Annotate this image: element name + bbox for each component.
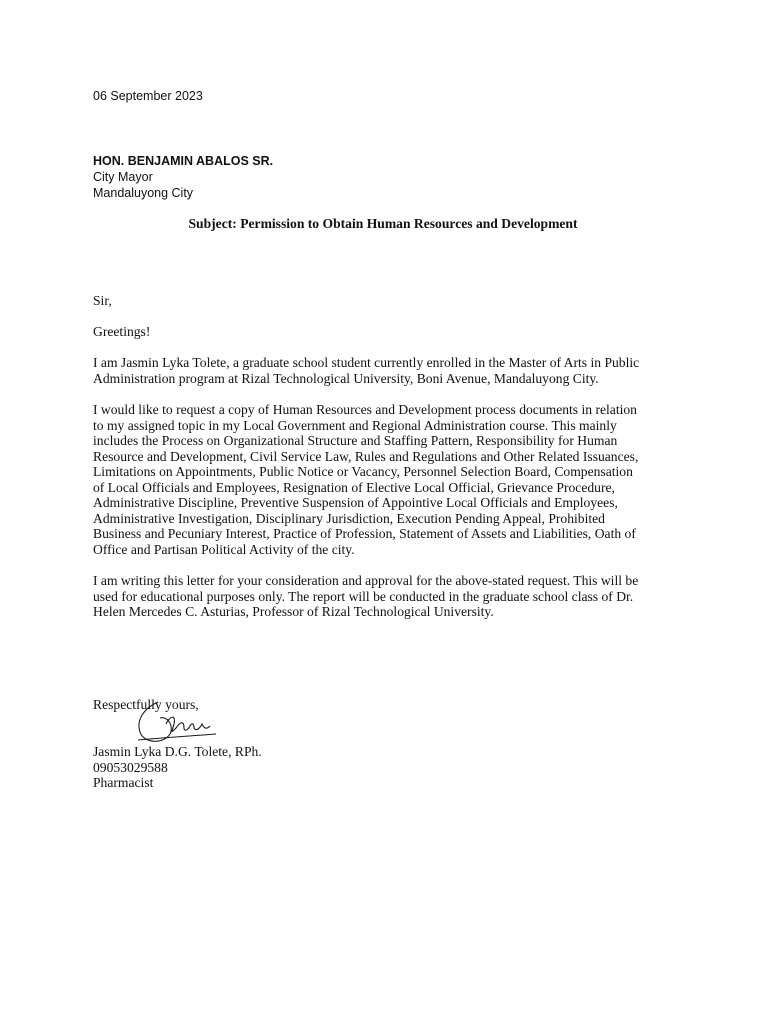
paragraph-line: I am writing this letter for your consideration and approval for the above-stated request. This will be [93,573,639,588]
paragraph-line: I would like to request a copy of Human Resources and Development process documents in relation [93,402,637,417]
greeting: Greetings! [93,324,151,339]
sender-block [93,744,262,791]
paragraph-line: used for educational purposes only. The report will be conducted in the graduate school class of Dr. [93,588,634,604]
sender-position: Pharmacist [93,775,154,790]
recipient-block [93,153,273,201]
sender-phone: 09053029588 [93,759,168,775]
recipient-title: City Mayor [93,170,153,184]
sender-name: Jasmin Lyka D.G. Tolete, RPh. [93,744,262,759]
letter-date: 06 September 2023 [93,89,203,103]
paragraph-line: Business and Pecuniary Interest, Practice of Profession, Statement of Assets and Liabilities, Oath of [93,526,636,541]
paragraph-line: Resource and Development, Civil Service Law, Rules and Regulations and Other Related Issuances, [93,448,639,464]
handwritten-signature [130,698,220,748]
paragraph-line: Helen Mercedes C. Asturias, Professor of Rizal Technological University. [93,604,494,619]
recipient-city: Mandaluyong City [93,186,194,200]
paragraph-line: includes the Process on Organizational Structure and Staffing Pattern, Responsibility for Human [93,433,618,448]
paragraph-line: of Local Officials and Employees, Resignation of Elective Local Official, Grievance Procedure, [93,479,615,495]
paragraph-request [93,402,638,557]
paragraph-line: Office and Partisan Political Activity of the city. [93,541,355,557]
paragraph-line: I am Jasmin Lyka Tolete, a graduate school student currently enrolled in the Master of Arts in Public [93,355,640,370]
paragraph-line: Administrative Investigation, Disciplinary Jurisdiction, Execution Pending Appeal, Prohibited [93,510,605,526]
recipient-name: HON. BENJAMIN ABALOS SR. [93,154,274,168]
paragraph-line: Administration program at Rizal Technological University, Boni Avenue, Mandaluyong City. [93,370,599,386]
paragraph-purpose [93,573,638,620]
paragraph-line: to my assigned topic in my Local Government and Regional Administration course. This mainly [93,417,617,433]
paragraph-line: Administrative Discipline, Preventive Suspension of Appointive Local Officials and Employees, [93,495,618,510]
paragraph-introduction [93,355,639,386]
closing: Respectfully yours, [93,697,199,712]
salutation: Sir, [93,293,112,308]
paragraph-line: Limitations on Appointments, Public Notice or Vacancy, Personnel Selection Board, Compensation [93,464,633,479]
subject-line: Subject: Permission to Obtain Human Resources and Development [188,216,578,231]
